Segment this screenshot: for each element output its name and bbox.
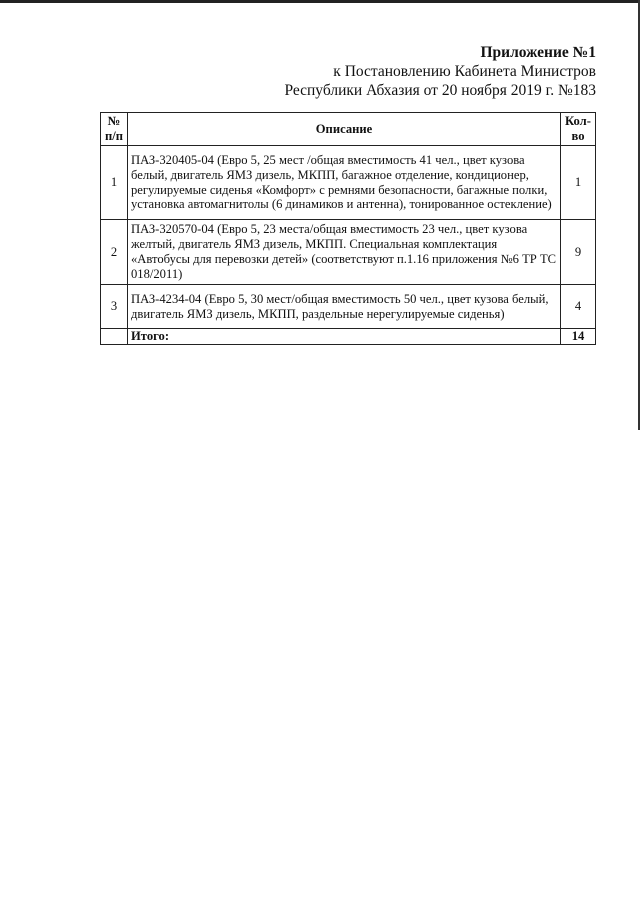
row-quantity: 4 bbox=[561, 285, 596, 329]
decree-date-number: Республики Абхазия от 20 ноября 2019 г. №183 bbox=[284, 82, 596, 99]
appendix-title: Приложение №1 bbox=[480, 44, 596, 61]
total-row bbox=[101, 329, 596, 345]
document-header bbox=[284, 43, 596, 100]
row-quantity: 9 bbox=[561, 220, 596, 285]
decree-reference: к Постановлению Кабинета Министров bbox=[333, 63, 596, 80]
row-number: 3 bbox=[101, 285, 128, 329]
row-description: ПАЗ-4234-04 (Евро 5, 30 мест/общая вместимость 50 чел., цвет кузова белый, двигатель ЯМЗ дизель, МКПП, раздельные нерегулируемые сиденья) bbox=[128, 285, 561, 329]
row-number: 2 bbox=[101, 220, 128, 285]
scan-edge-top bbox=[0, 0, 640, 3]
row-number: 1 bbox=[101, 146, 128, 220]
row-description: ПАЗ-320570-04 (Евро 5, 23 места/общая вместимость 23 чел., цвет кузова желтый, двигатель ЯМЗ дизель, МКПП. Специальная комплектация «Автобусы для перевозки детей» (соответствуют п.1.16 приложения №6 ТР ТС 018/2011) bbox=[128, 220, 561, 285]
table-header-row bbox=[101, 113, 596, 146]
row-quantity: 1 bbox=[561, 146, 596, 220]
row-description: ПАЗ-320405-04 (Евро 5, 25 мест /общая вместимость 41 чел., цвет кузова белый, двигатель ЯМЗ дизель, МКПП, багажное отделение, кондиционер, регулируемые сиденья «Комфорт» с ремнями безопасности, багажные полки, установка автомагнитолы (6 динамиков и антенна), тонированное остекление) bbox=[128, 146, 561, 220]
total-quantity: 14 bbox=[561, 329, 596, 345]
column-header-description: Описание bbox=[128, 113, 561, 146]
column-header-quantity: Кол-во bbox=[561, 113, 596, 146]
table-row bbox=[101, 146, 596, 220]
column-header-number: № п/п bbox=[101, 113, 128, 146]
total-empty-cell bbox=[101, 329, 128, 345]
vehicles-table bbox=[100, 112, 596, 345]
table-row bbox=[101, 285, 596, 329]
total-label: Итого: bbox=[128, 329, 561, 345]
table-row bbox=[101, 220, 596, 285]
